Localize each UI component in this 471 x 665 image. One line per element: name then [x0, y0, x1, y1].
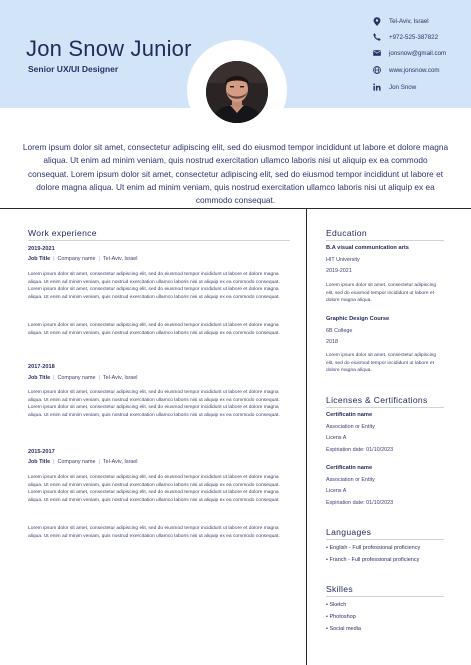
job-period: 2017-2018 — [28, 364, 55, 370]
contact-text: Tel-Aviv, Israel — [389, 17, 429, 25]
section-rule — [326, 596, 444, 597]
contact-linkedin[interactable] — [372, 81, 471, 93]
job-location: Tel-Aviv, Israel — [102, 459, 138, 465]
contact-website[interactable] — [372, 64, 471, 76]
section-rule — [326, 539, 444, 540]
job-role: Job Title | Company name | Tel-Aviv, Israel — [28, 256, 138, 262]
job-description: Lorem ipsum dolor sit amet, consectetur adipiscing elit, sed do eiusmod tempor incididunt ut labore et dolore magna aliqua. Ut enim ad minim veniam, quis nostrud exercitation ullamco laboris nisi ut aliquip ex ea commodo consequat. Lorem ipsum dolor sit amet, consectetur adipiscing elit, sed do eiusmod tempor incididunt ut labore et dolore magna aliqua. Ut enim ad minim veniam, quis nostrud exercitation ullamco laboris nisi ut aliquip ex ea commodo consequat. — [28, 390, 280, 419]
work-experience-heading: Work experience — [28, 228, 97, 238]
skill-item: • Sketch — [326, 602, 347, 608]
contact-text: www.jonsnow.com — [389, 66, 440, 74]
globe-icon — [372, 66, 381, 75]
job-description: Lorem ipsum dolor sit amet, consectetur adipiscing elit, sed do eiusmod tempor incididunt ut labore et dolore magna aliqua. Ut enim ad minim veniam, quis nostrud exercitation ullamco laboris nisi ut aliquip ex ea commodo consequat. Lorem ipsum dolor sit amet, consectetur adipiscing elit, sed do eiusmod tempor incididunt ut labore et dolore magna aliqua. Ut enim ad minim veniam, quis nostrud exercitation ullamco laboris nisi ut aliquip ex ea commodo consequat. — [28, 272, 280, 301]
certificate-expiration: Expiriation date: 01/10/2023 — [326, 500, 394, 506]
contact-text: Jon Snow — [389, 83, 417, 91]
school-name: HIT University — [326, 257, 360, 263]
skills-heading: Skilles — [326, 584, 353, 594]
languages-heading: Languages — [326, 527, 372, 537]
job-title: Job Title — [28, 459, 51, 465]
job-period: 2019-2021 — [28, 246, 55, 252]
language-item: • Franch - Full professional proficiency — [326, 557, 420, 563]
education-description: Lorem ipsum dolor sit amet, consectetur adipiscing elit, sed do eiusmod tempor incididunt ut labore et dolore magna aliqua. — [326, 283, 437, 304]
section-rule — [326, 407, 444, 408]
education-year: 2018 — [326, 339, 338, 345]
contact-phone — [372, 31, 471, 43]
job-role: Job Title | Company name | Tel-Aviv, Israel — [28, 375, 138, 381]
job-period: 2015-2017 — [28, 449, 55, 455]
school-name: 6B College — [326, 328, 353, 334]
job-description: Lorem ipsum dolor sit amet, consectetur adipiscing elit, sed do eiusmod tempor incididunt ut labore et dolore magna aliqua. Ut enim ad minim veniam, quis nostrud exercitation ullamco laboris nisi ut aliquip ex ea commodo consequat. — [28, 323, 280, 336]
language-item: • English - Full professional proficiency — [326, 545, 421, 551]
job-title: Job Title — [28, 375, 51, 381]
company-name: Company name — [57, 256, 96, 262]
degree-name: B.A visual communication arts — [326, 245, 409, 251]
certificate-org: Association or Entity — [326, 424, 375, 430]
certificate-license: Licens A — [326, 488, 347, 494]
education-year: 2019-2021 — [326, 268, 352, 274]
contact-text: +972-525-387822 — [389, 33, 439, 41]
education-heading: Education — [326, 228, 367, 238]
job-location: Tel-Aviv, Israel — [102, 375, 138, 381]
certificate-name: Certificatin name — [326, 412, 373, 418]
company-name: Company name — [57, 375, 96, 381]
full-name: Jon Snow Junior — [26, 36, 192, 61]
licenses-heading: Licenses & Certifications — [326, 395, 428, 405]
column-divider — [306, 209, 307, 665]
job-title: Job Title — [28, 256, 51, 262]
location-pin-icon — [372, 17, 381, 26]
certificate-license: Licens A — [326, 435, 347, 441]
email-icon — [372, 49, 381, 58]
section-rule — [326, 240, 444, 241]
job-role: Job Title | Company name | Tel-Aviv, Israel — [28, 459, 138, 465]
education-description: Lorem ipsum dolor sit amet, consectetur adipiscing elit, sed do eiusmod tempor incididunt ut labore et dolore magna aliqua. — [326, 353, 437, 374]
skill-item: • Photoshop — [326, 614, 356, 620]
contact-email[interactable] — [372, 47, 471, 59]
degree-name: Graphic Design Course — [326, 316, 390, 322]
job-description: Lorem ipsum dolor sit amet, consectetur adipiscing elit, sed do eiusmod tempor incididunt ut labore et dolore magna aliqua. Ut enim ad minim veniam, quis nostrud exercitation ullamco laboris nisi ut aliquip ex ea commodo consequat. Lorem ipsum dolor sit amet, consectetur adipiscing elit, sed do eiusmod tempor incididunt ut labore et dolore magna aliqua. Ut enim ad minim veniam, quis nostrud exercitation ullamco laboris nisi ut aliquip ex ea commodo consequat. — [28, 475, 280, 504]
certificate-expiration: Expiriation date: 01/10/2023 — [326, 447, 394, 453]
linkedin-icon — [372, 83, 381, 92]
horizontal-divider — [0, 208, 471, 209]
job-description: Lorem ipsum dolor sit amet, consectetur adipiscing elit, sed do eiusmod tempor incididunt ut labore et dolore magna aliqua. Ut enim ad minim veniam, quis nostrud exercitation ullamco laboris nisi ut aliquip ex ea commodo consequat. — [28, 526, 280, 539]
phone-icon — [372, 33, 381, 42]
profile-photo — [206, 61, 268, 123]
skill-item: • Social media — [326, 626, 361, 632]
contact-text: jonsnow@gmail.com — [389, 49, 447, 57]
section-rule — [28, 240, 290, 241]
profile-summary: Lorem ipsum dolor sit amet, consectetur adipiscing elit, sed do eiusmod tempor incididunt ut labore et dolore magna aliqua. Ut enim ad minim veniam, quis nostrud exercitation ullamco laboris nisi ut aliquip ex ea commodo consequat. Lorem ipsum dolor sit amet, consectetur adipiscing elit, sed do eiusmod tempor incididunt ut labore et dolore magna aliqua. Ut enim ad minim veniam, quis nostrud exercitation ullamco laboris nisi ut aliquip ex ea commodo consequat. — [22, 142, 449, 206]
contact-location — [372, 15, 471, 27]
professional-title: Senior UX/UI Designer — [28, 64, 119, 74]
certificate-org: Association or Entity — [326, 477, 375, 483]
company-name: Company name — [57, 459, 96, 465]
certificate-name: Certificatin name — [326, 465, 373, 471]
job-location: Tel-Aviv, Israel — [102, 256, 138, 262]
